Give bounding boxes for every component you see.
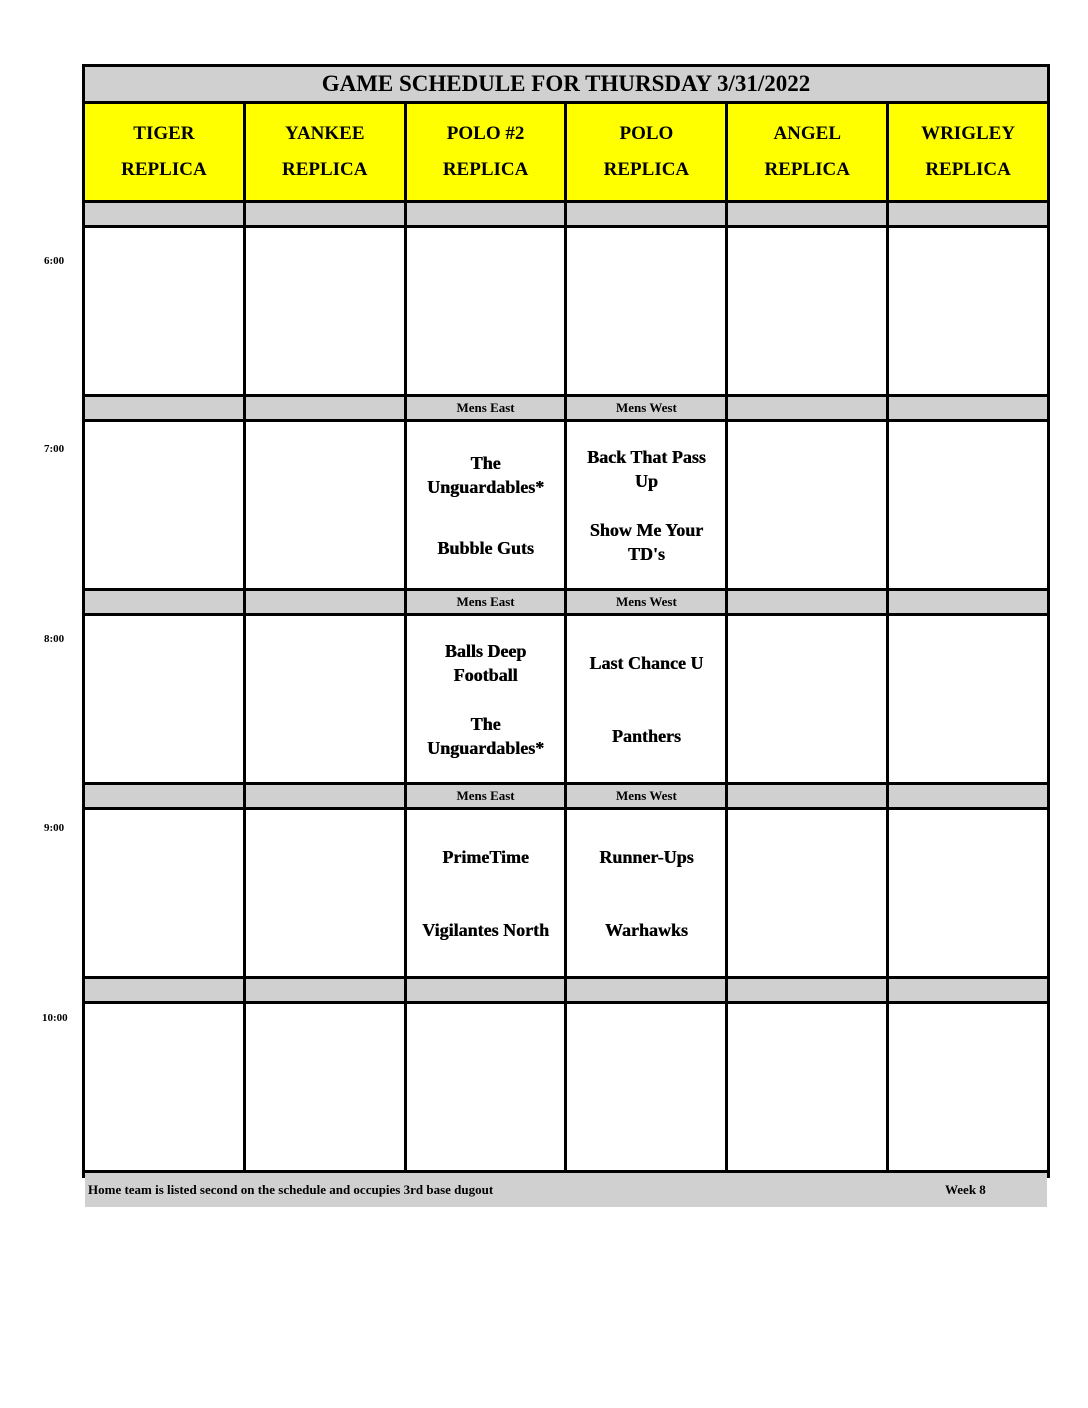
division-band [728, 785, 886, 807]
game-slot [407, 810, 565, 976]
field-header-tiger [85, 104, 243, 200]
game-slot [889, 616, 1047, 782]
game-slot [85, 616, 243, 782]
schedule-footer [85, 1173, 1047, 1207]
game-slot [728, 1004, 886, 1170]
game-slot [407, 616, 565, 782]
time-label-10: 10:00 [42, 1012, 68, 1024]
game-slot [246, 1004, 404, 1170]
schedule-table [82, 64, 1050, 1197]
game-slot [85, 1004, 243, 1170]
game-slot [407, 228, 565, 394]
time-label-8: 8:00 [44, 633, 65, 645]
home-team: Vigilantes North [422, 919, 549, 940]
time-label-9: 9:00 [44, 822, 65, 834]
game-slot [728, 422, 886, 588]
division-band-mens-east: Mens East [407, 785, 565, 807]
home-team-note: Home team is listed second on the schedule and occupies 3rd base dugout [88, 1182, 494, 1197]
division-band [728, 979, 886, 1001]
division-band [407, 203, 565, 225]
game-slot [728, 228, 886, 394]
field-sub: REPLICA [925, 159, 1011, 180]
away-team: The Unguardables* [427, 452, 545, 497]
game-slot [246, 810, 404, 976]
game-slot [567, 422, 725, 588]
game-slot [889, 422, 1047, 588]
division-band [889, 785, 1047, 807]
division-band [407, 979, 565, 1001]
field-header-wrigley [889, 104, 1047, 200]
game-slot [407, 1004, 565, 1170]
division-band [246, 979, 404, 1001]
field-name: TIGER [133, 123, 195, 144]
away-team: Runner-Ups [599, 846, 694, 867]
field-header-angel [728, 104, 886, 200]
game-slot [567, 616, 725, 782]
division-band [567, 979, 725, 1001]
division-band-mens-west: Mens West [567, 785, 725, 807]
division-band [85, 785, 243, 807]
division-band-mens-east: Mens East [407, 591, 565, 613]
division-band [889, 591, 1047, 613]
schedule-title: GAME SCHEDULE FOR THURSDAY 3/31/2022 [85, 67, 1047, 101]
field-name: POLO [619, 123, 674, 144]
field-name: WRIGLEY [921, 123, 1016, 144]
game-slot [85, 228, 243, 394]
home-team: Panthers [611, 725, 681, 746]
division-band [728, 591, 886, 613]
game-slot [246, 616, 404, 782]
field-sub: REPLICA [603, 159, 690, 180]
game-slot [889, 1004, 1047, 1170]
division-band-mens-east: Mens East [407, 397, 565, 419]
time-label-6: 6:00 [44, 255, 65, 267]
game-slot [567, 810, 725, 976]
away-team: Balls Deep Football [444, 640, 527, 685]
division-band [728, 397, 886, 419]
division-band [246, 397, 404, 419]
division-band [85, 979, 243, 1001]
game-slot [246, 228, 404, 394]
division-band [728, 203, 886, 225]
field-sub: REPLICA [281, 159, 368, 180]
division-band [246, 203, 404, 225]
game-slot [407, 422, 565, 588]
home-team: The Unguardables* [427, 713, 545, 758]
field-name: POLO #2 [446, 123, 525, 144]
field-header-yankee [246, 104, 404, 200]
game-slot [728, 810, 886, 976]
division-band [85, 397, 243, 419]
away-team: PrimeTime [442, 846, 529, 867]
field-sub: REPLICA [764, 159, 850, 180]
field-sub: REPLICA [121, 159, 207, 180]
division-band [246, 785, 404, 807]
game-slot [567, 228, 725, 394]
away-team: Back That Pass Up [587, 446, 706, 491]
game-slot [85, 810, 243, 976]
home-team: Warhawks [604, 919, 688, 940]
game-slot [85, 422, 243, 588]
field-sub: REPLICA [442, 159, 529, 180]
field-name: ANGEL [773, 123, 842, 144]
division-band [889, 979, 1047, 1001]
division-band-mens-west: Mens West [567, 591, 725, 613]
division-band [889, 397, 1047, 419]
division-band [889, 203, 1047, 225]
time-label-7: 7:00 [44, 443, 65, 455]
home-team: Bubble Guts [437, 537, 534, 558]
division-band-mens-west: Mens West [567, 397, 725, 419]
away-team: Last Chance U [589, 652, 704, 673]
game-slot [567, 1004, 725, 1170]
game-slot [889, 228, 1047, 394]
field-header-polo [567, 104, 725, 200]
game-slot [889, 810, 1047, 976]
division-band [567, 203, 725, 225]
game-slot [246, 422, 404, 588]
division-band [246, 591, 404, 613]
week-label: Week 8 [945, 1182, 986, 1197]
home-team: Show Me Your TD's [589, 519, 704, 564]
field-header-polo-2 [407, 104, 565, 200]
game-slot [728, 616, 886, 782]
field-name: YANKEE [284, 123, 365, 144]
division-band [85, 591, 243, 613]
division-band [85, 203, 243, 225]
